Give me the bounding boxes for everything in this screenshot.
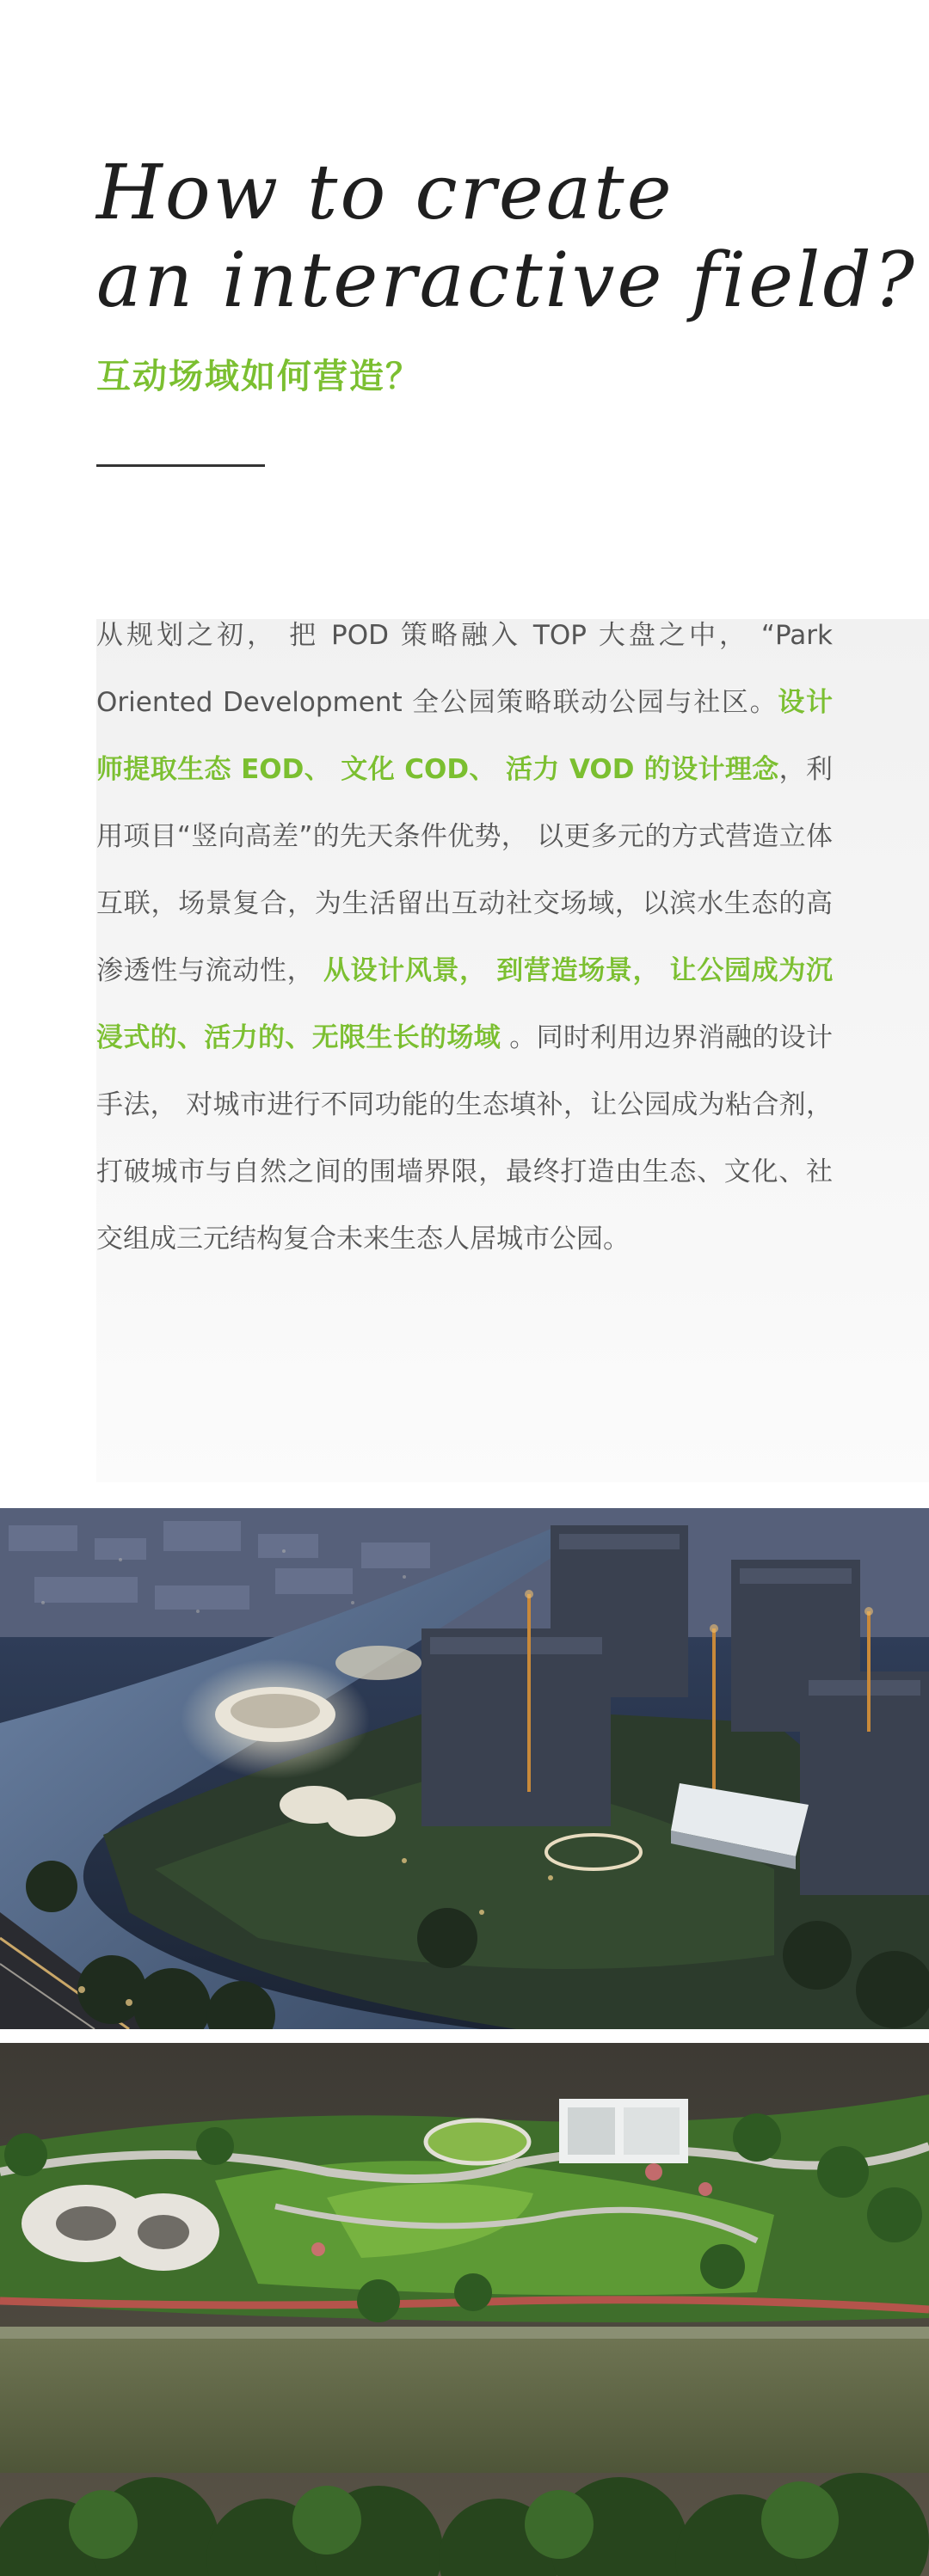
body-text-segment: 从规划之初， 把 POD 策略融入 TOP 大盘之中， “Park Oriented Development 全公园策略联动公园与社区。 <box>96 620 833 718</box>
highlight-text-design-concept: 设计师提取生态 EOD、 文化 COD、 活力 VOD 的设计理念 <box>96 687 834 785</box>
body-text-segment: 。同时利用边界消融的设计手法， 对城市进行不同功能的生态填补，让公园成为粘合剂，打破城市与自然之间的围墙界限，最终打造由生态、文化、社交组成三元结构复合未来生态人居城市公园。 <box>96 1022 833 1254</box>
body-paragraph <box>96 602 833 1273</box>
body-text-segment: ，利用项目“竖向高差”的先天条件优势， 以更多元的方式营造立体互联，场景复合，为生活留出互动社交场域，以滨水生态的高渗透性与流动性， <box>96 754 833 986</box>
aerial-night-photo <box>0 1508 929 2029</box>
heading-divider <box>96 464 265 467</box>
aerial-day-photo <box>0 2043 929 2576</box>
script-heading-line-1: How to create <box>96 148 674 236</box>
script-heading-line-2: an interactive field? <box>96 236 917 324</box>
section-subtitle: 互动场域如何营造？ <box>96 357 421 396</box>
highlight-text-scenery-to-scene: 从设计风景， 到营造场景， 让公园成为沉浸式的、活力的、无限生长的场域 <box>96 955 833 1053</box>
